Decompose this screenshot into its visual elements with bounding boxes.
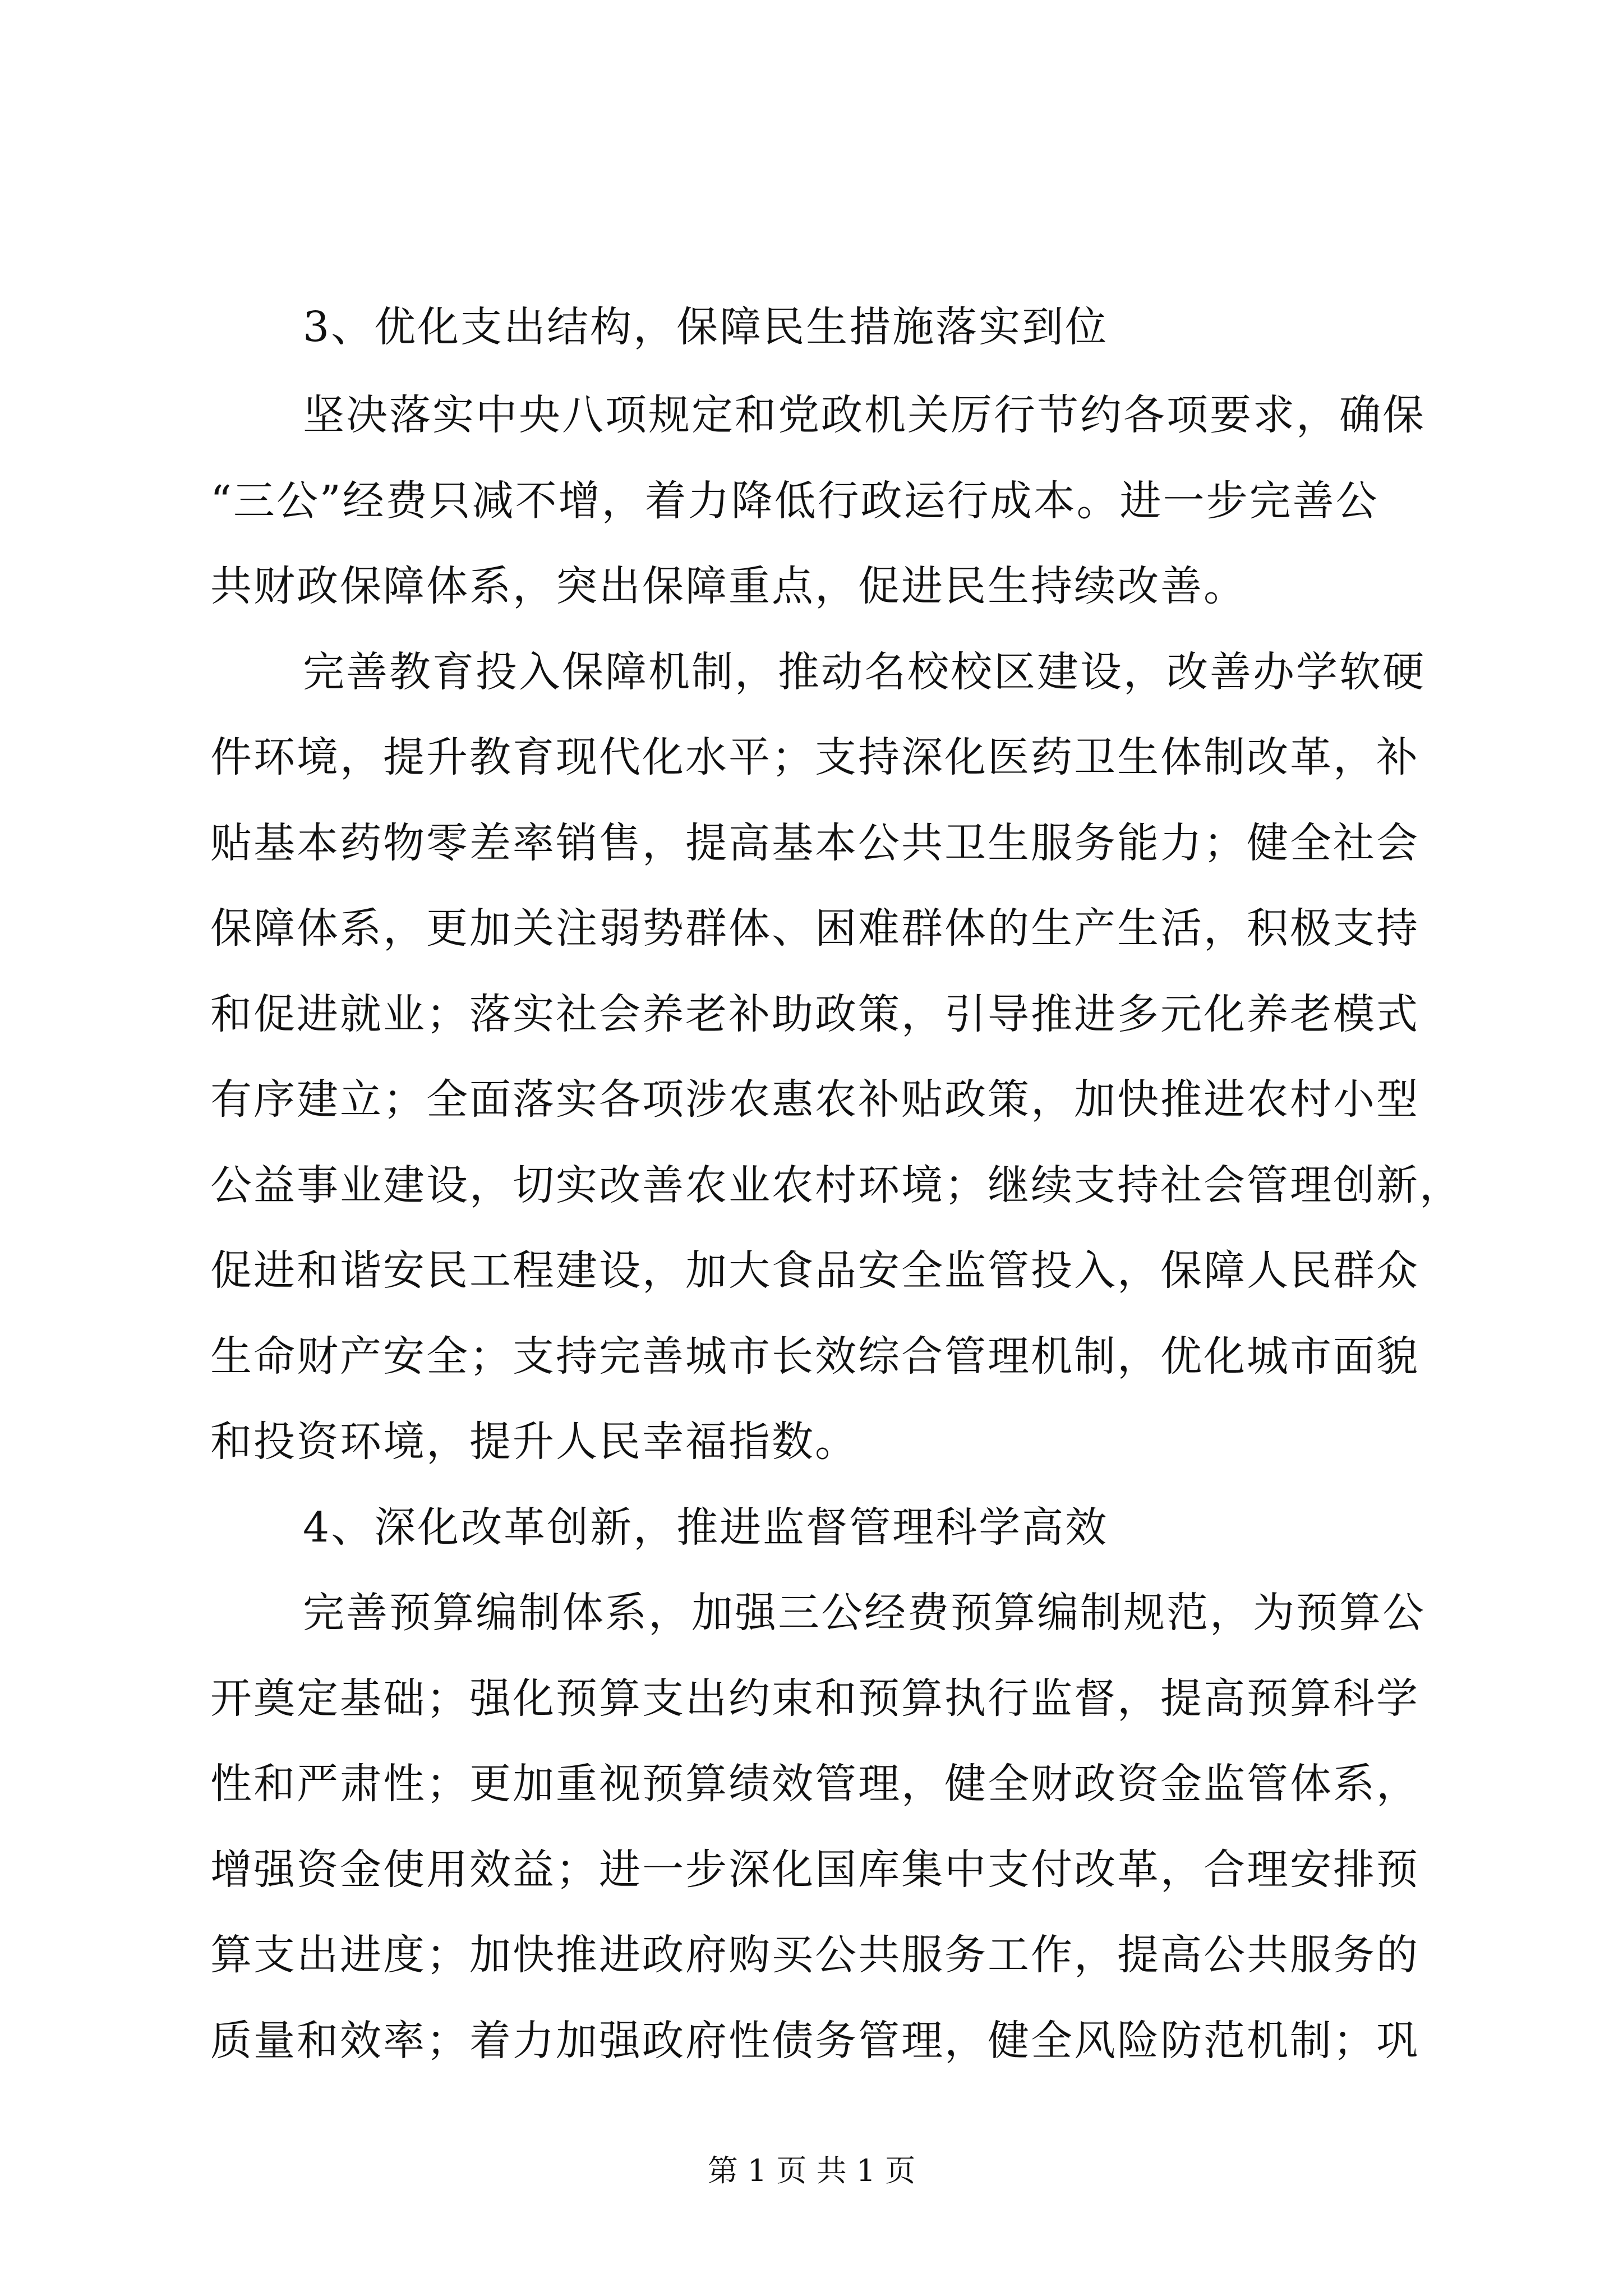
paragraph-line: “三公”经费只减不增，着力降低行政运行成本。进一步完善公: [210, 477, 1379, 525]
heading-section-3: 3、优化支出结构，保障民生措施落实到位: [303, 303, 1109, 351]
paragraph-line: 完善预算编制体系，加强三公经费预算编制规范，为预算公: [303, 1589, 1426, 1637]
paragraph-line: 促进和谐安民工程建设，加大食品安全监管投入，保障人民群众: [210, 1246, 1419, 1295]
paragraph-line: 保障体系，更加关注弱势群体、困难群体的生产生活，积极支持: [210, 904, 1419, 953]
paragraph-line: 坚决落实中央八项规定和党政机关厉行节约各项要求，确保: [303, 391, 1426, 439]
paragraph-line: 算支出进度；加快推进政府购买公共服务工作，提高公共服务的: [210, 1931, 1419, 1979]
paragraph-line: 生命财产安全；支持完善城市长效综合管理机制，优化城市面貌: [210, 1332, 1419, 1381]
paragraph-line: 共财政保障体系，突出保障重点，促进民生持续改善。: [210, 562, 1247, 610]
paragraph-line: 件环境，提升教育现代化水平；支持深化医药卫生体制改革，补: [210, 733, 1419, 781]
paragraph-line: 开奠定基础；强化预算支出约束和预算执行监督，提高预算科学: [210, 1674, 1419, 1723]
paragraph-line: 质量和效率；着力加强政府性债务管理，健全风险防范机制；巩: [210, 2017, 1419, 2065]
paragraph-line: 性和严肃性；更加重视预算绩效管理，健全财政资金监管体系，: [210, 1760, 1419, 1808]
paragraph-line: 和促进就业；落实社会养老补助政策，引导推进多元化养老模式: [210, 990, 1419, 1038]
heading-section-4: 4、深化改革创新，推进监督管理科学高效: [303, 1503, 1109, 1552]
paragraph-line: 有序建立；全面落实各项涉农惠农补贴政策，加快推进农村小型: [210, 1075, 1419, 1124]
paragraph-line: 和投资环境，提升人民幸福指数。: [210, 1418, 858, 1466]
paragraph-line: 增强资金使用效益；进一步深化国库集中支付改革，合理安排预: [210, 1846, 1419, 1894]
paragraph-line: 公益事业建设，切实改善农业农村环境；继续支持社会管理创新，: [210, 1161, 1463, 1209]
page-footer: 第 1 页 共 1 页: [707, 2153, 916, 2188]
paragraph-line: 完善教育投入保障机制，推动名校校区建设，改善办学软硬: [303, 648, 1426, 696]
paragraph-line: 贴基本药物零差率销售，提高基本公共卫生服务能力；健全社会: [210, 819, 1419, 867]
